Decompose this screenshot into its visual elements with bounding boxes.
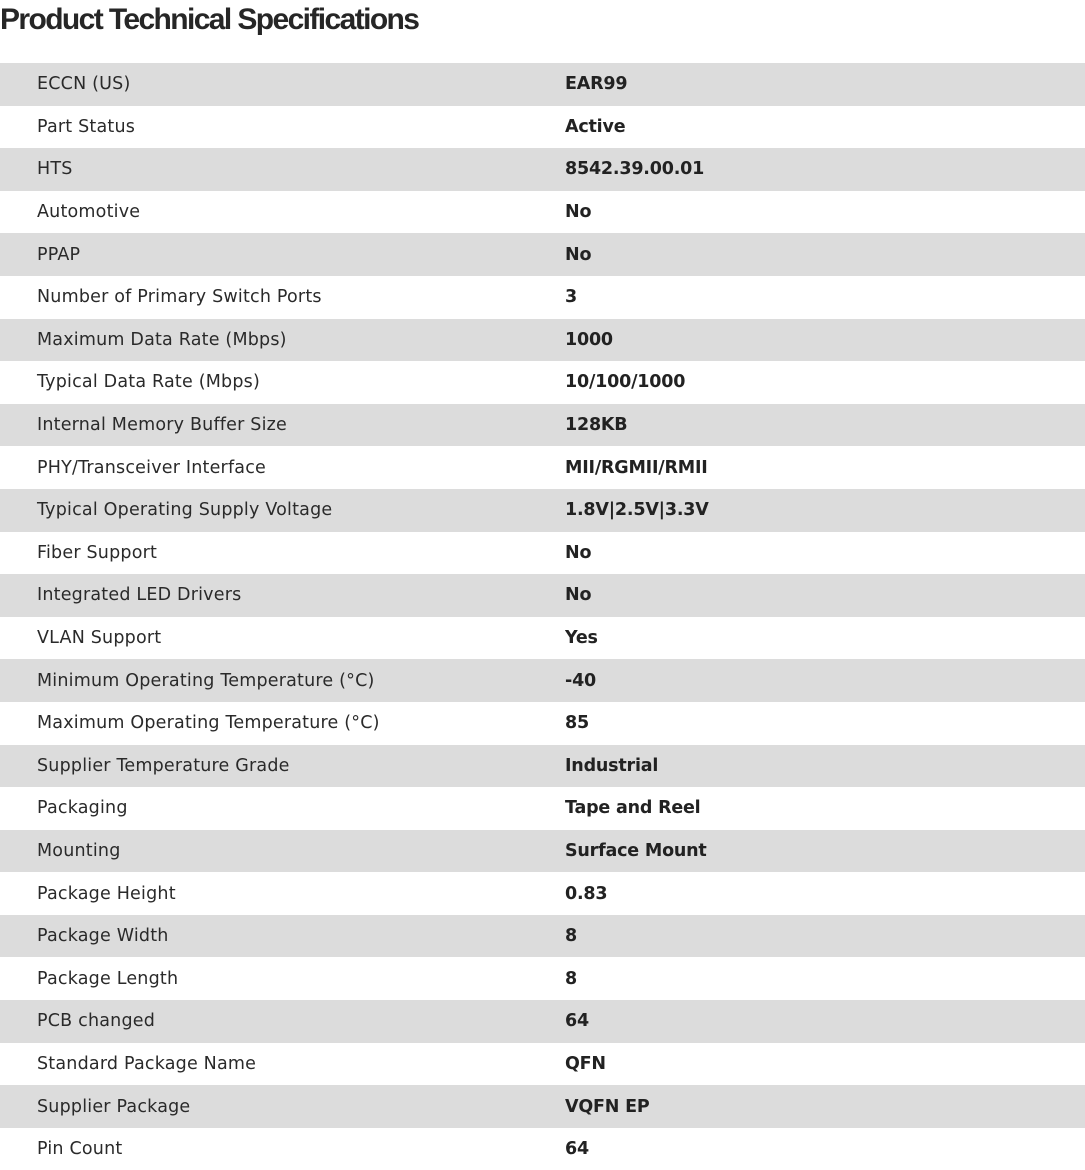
spec-row — [0, 872, 1085, 915]
spec-row — [0, 830, 1085, 873]
spec-name: Internal Memory Buffer Size — [0, 404, 565, 447]
spec-value: 64 — [565, 1128, 1085, 1170]
spec-value: 1000 — [565, 319, 1085, 362]
spec-name: Number of Primary Switch Ports — [0, 276, 565, 319]
spec-name: Part Status — [0, 106, 565, 149]
spec-name: PHY/Transceiver Interface — [0, 446, 565, 489]
spec-name: Integrated LED Drivers — [0, 574, 565, 617]
spec-row — [0, 1043, 1085, 1086]
spec-row — [0, 63, 1085, 106]
spec-value: 8 — [565, 915, 1085, 958]
spec-value: Active — [565, 106, 1085, 149]
spec-row — [0, 148, 1085, 191]
spec-name: Fiber Support — [0, 532, 565, 575]
spec-value: VQFN EP — [565, 1085, 1085, 1128]
spec-name: ECCN (US) — [0, 63, 565, 106]
spec-row — [0, 659, 1085, 702]
spec-name: Packaging — [0, 787, 565, 830]
spec-name: Package Length — [0, 957, 565, 1000]
spec-row — [0, 1000, 1085, 1043]
spec-row — [0, 191, 1085, 234]
spec-value: -40 — [565, 659, 1085, 702]
spec-row — [0, 702, 1085, 745]
spec-row — [0, 233, 1085, 276]
spec-name: Maximum Data Rate (Mbps) — [0, 319, 565, 362]
spec-value: 128KB — [565, 404, 1085, 447]
spec-row — [0, 1085, 1085, 1128]
spec-row — [0, 957, 1085, 1000]
spec-value: MII/RGMII/RMII — [565, 446, 1085, 489]
spec-value: Yes — [565, 617, 1085, 660]
spec-value: 1.8V|2.5V|3.3V — [565, 489, 1085, 532]
spec-name: Supplier Temperature Grade — [0, 745, 565, 788]
spec-value: No — [565, 233, 1085, 276]
spec-name: Automotive — [0, 191, 565, 234]
spec-row — [0, 489, 1085, 532]
spec-value: No — [565, 532, 1085, 575]
spec-name: Maximum Operating Temperature (°C) — [0, 702, 565, 745]
spec-row — [0, 276, 1085, 319]
spec-row — [0, 319, 1085, 362]
spec-row — [0, 787, 1085, 830]
spec-name: Minimum Operating Temperature (°C) — [0, 659, 565, 702]
spec-value: 64 — [565, 1000, 1085, 1043]
spec-name: Package Height — [0, 872, 565, 915]
page-title: Product Technical Specifications — [0, 3, 419, 36]
spec-name: Supplier Package — [0, 1085, 565, 1128]
spec-value: 0.83 — [565, 872, 1085, 915]
spec-name: PPAP — [0, 233, 565, 276]
spec-row — [0, 404, 1085, 447]
spec-name: VLAN Support — [0, 617, 565, 660]
spec-value: No — [565, 191, 1085, 234]
spec-row — [0, 106, 1085, 149]
spec-value: 3 — [565, 276, 1085, 319]
spec-value: 10/100/1000 — [565, 361, 1085, 404]
spec-value: 8 — [565, 957, 1085, 1000]
spec-value: No — [565, 574, 1085, 617]
spec-name: Typical Data Rate (Mbps) — [0, 361, 565, 404]
spec-value: Industrial — [565, 745, 1085, 788]
spec-value: Surface Mount — [565, 830, 1085, 873]
spec-value: 85 — [565, 702, 1085, 745]
spec-name: Standard Package Name — [0, 1043, 565, 1086]
spec-value: EAR99 — [565, 63, 1085, 106]
spec-row — [0, 574, 1085, 617]
spec-value: QFN — [565, 1043, 1085, 1086]
spec-row — [0, 915, 1085, 958]
spec-row — [0, 446, 1085, 489]
spec-row — [0, 745, 1085, 788]
spec-name: Typical Operating Supply Voltage — [0, 489, 565, 532]
spec-table — [0, 63, 1085, 1170]
spec-name: Package Width — [0, 915, 565, 958]
spec-value: Tape and Reel — [565, 787, 1085, 830]
spec-name: PCB changed — [0, 1000, 565, 1043]
spec-name: HTS — [0, 148, 565, 191]
spec-row — [0, 532, 1085, 575]
spec-row — [0, 361, 1085, 404]
spec-name: Mounting — [0, 830, 565, 873]
spec-name: Pin Count — [0, 1128, 565, 1170]
spec-row — [0, 617, 1085, 660]
spec-value: 8542.39.00.01 — [565, 148, 1085, 191]
